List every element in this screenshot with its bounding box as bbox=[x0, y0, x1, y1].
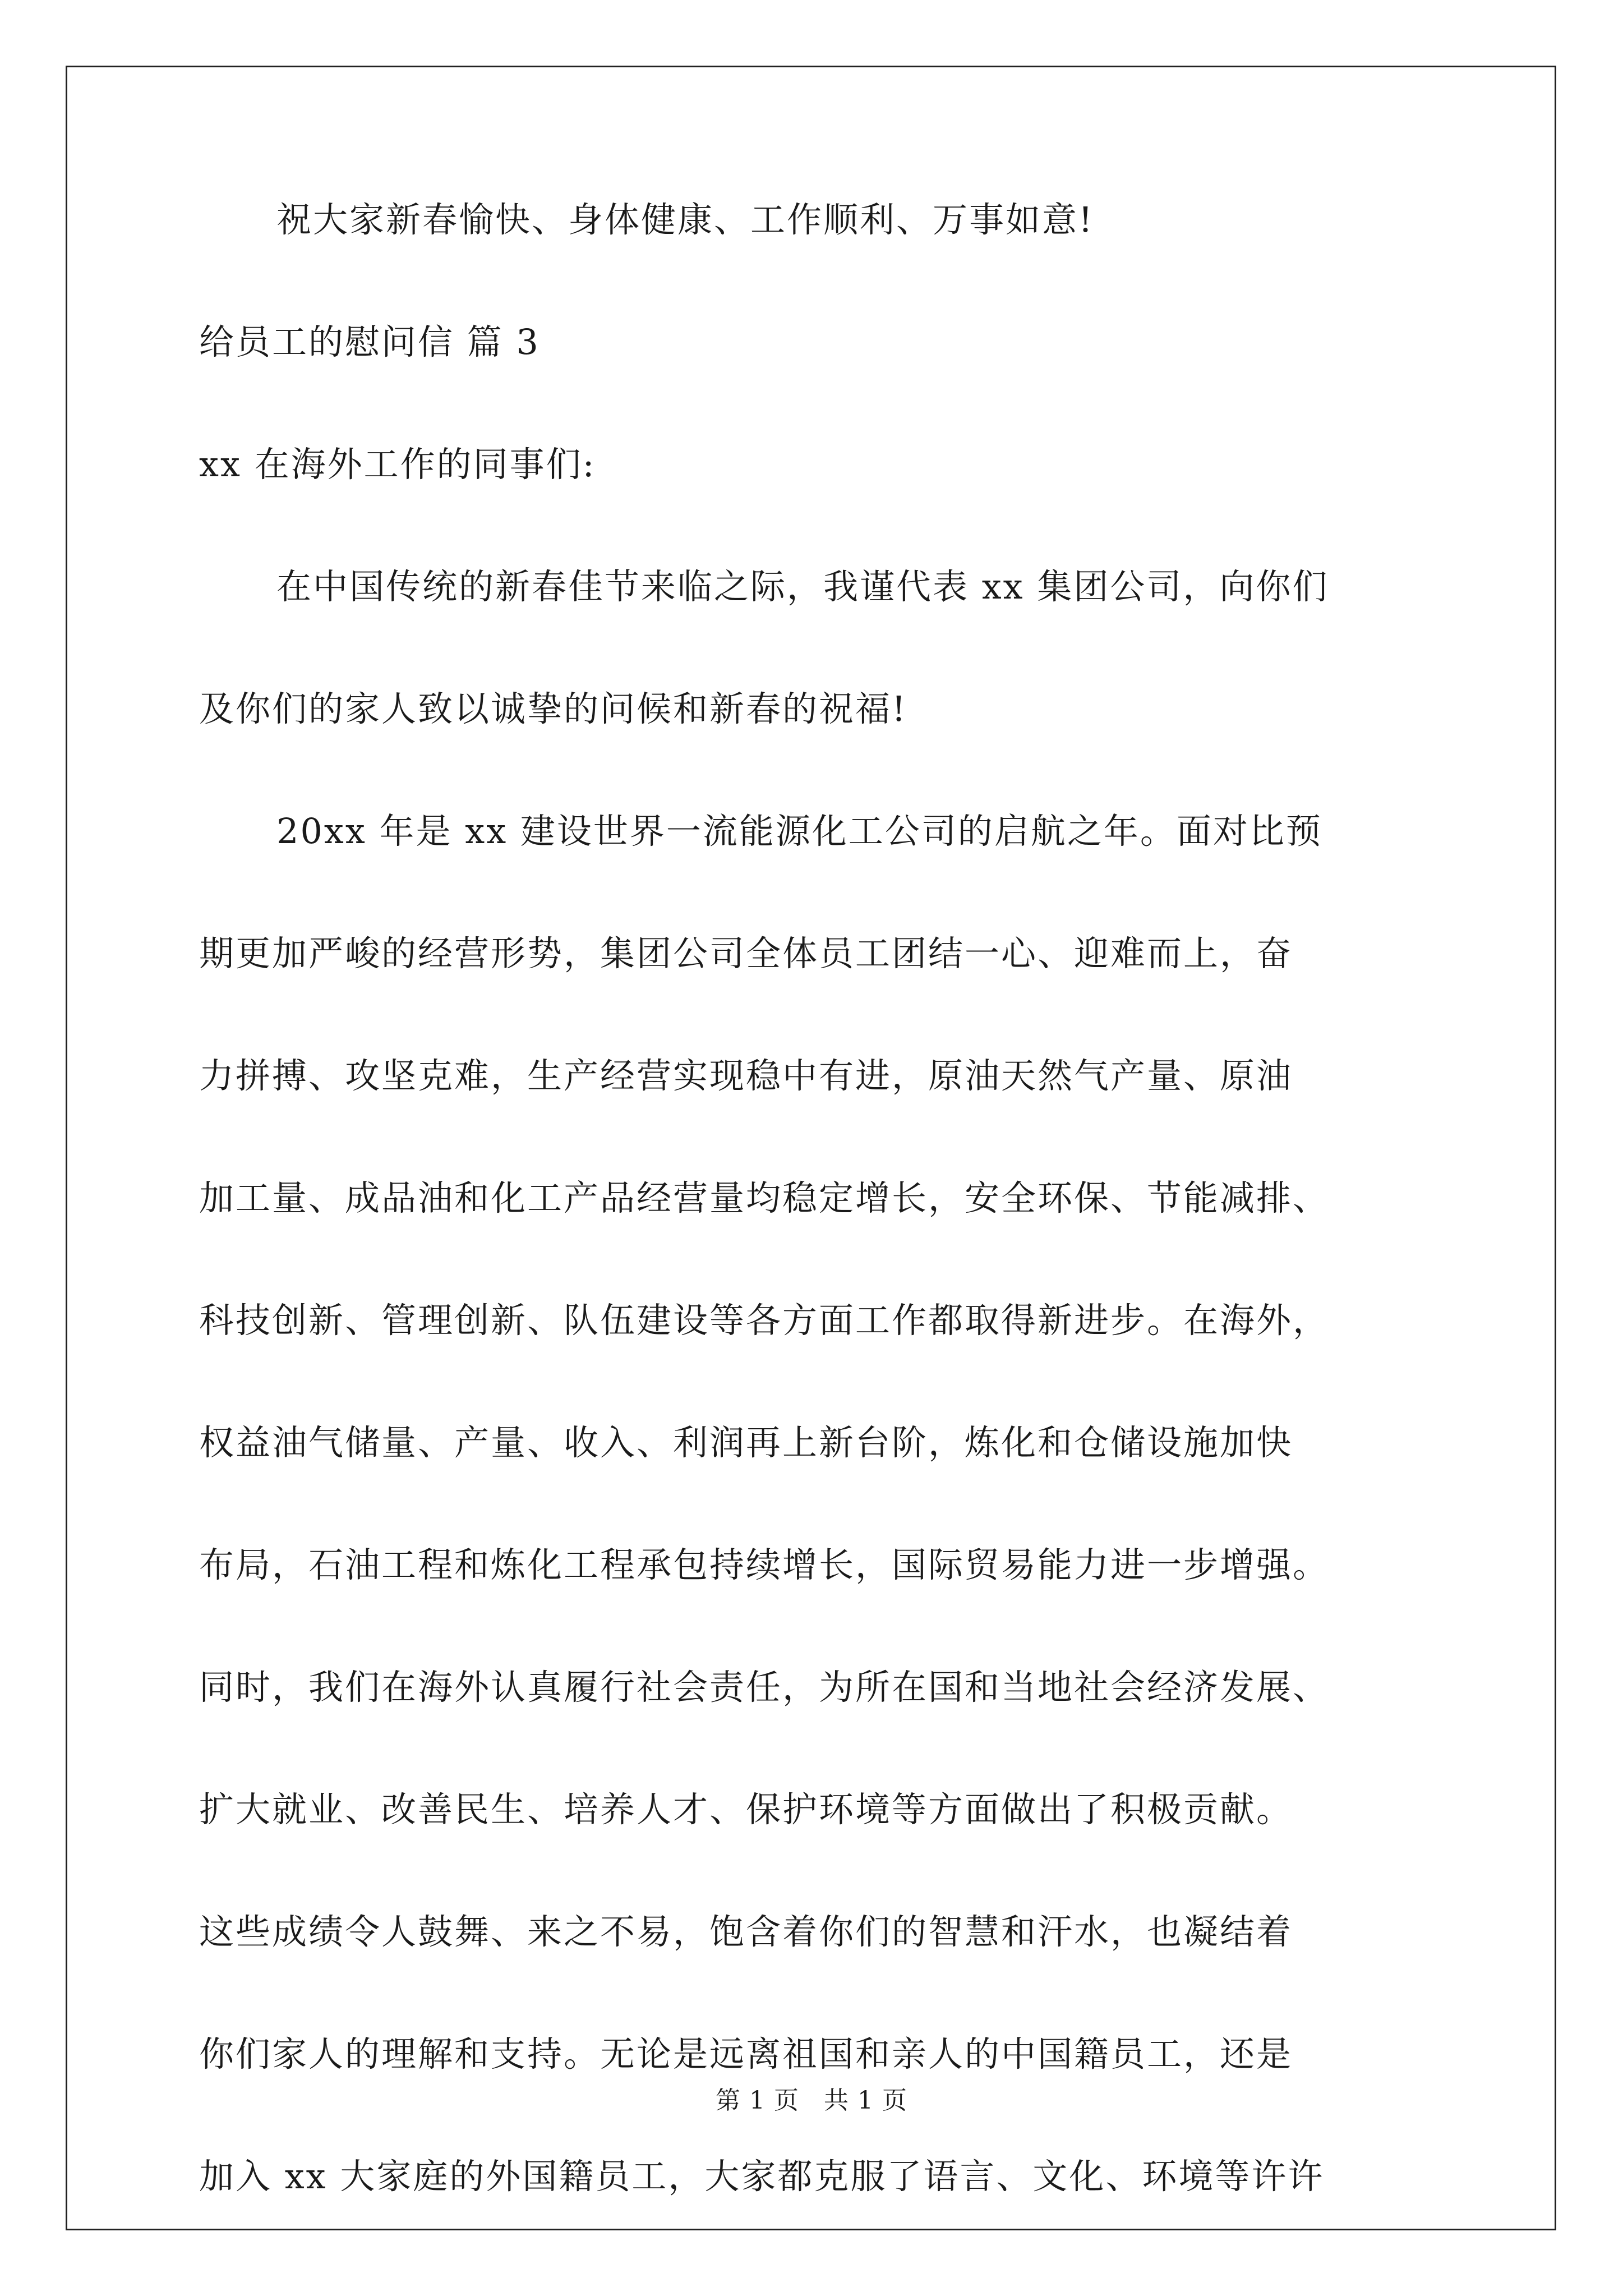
paragraph-line: 加工量、成品油和化工产品经营量均稳定增长，安全环保、节能减排、 bbox=[199, 1177, 1330, 1218]
salutation-line: xx 在海外工作的同事们: bbox=[199, 444, 596, 485]
paragraph-line: 加入 xx 大家庭的外国籍员工，大家都克服了语言、文化、环境等许许 bbox=[199, 2156, 1325, 2197]
paragraph-line: 同时，我们在海外认真履行社会责任，为所在国和当地社会经济发展、 bbox=[199, 1667, 1330, 1708]
paragraph-line: 科技创新、管理创新、队伍建设等各方面工作都取得新进步。在海外， bbox=[199, 1300, 1330, 1341]
page-number: 第 1 页 bbox=[716, 2086, 799, 2115]
closing-wish-line: 祝大家新春愉快、身体健康、工作顺利、万事如意! bbox=[276, 199, 1094, 240]
paragraph-line: 在中国传统的新春佳节来临之际，我谨代表 xx 集团公司，向你们 bbox=[276, 566, 1329, 607]
paragraph-line: 20xx 年是 xx 建设世界一流能源化工公司的启航之年。面对比预 bbox=[276, 811, 1322, 852]
document-body bbox=[199, 199, 1433, 2278]
paragraph-line: 扩大就业、改善民生、培养人才、保护环境等方面做出了积极贡献。 bbox=[199, 1789, 1293, 1830]
page-footer bbox=[0, 2087, 1623, 2115]
paragraph-line: 力拼搏、攻坚克难，生产经营实现稳中有进，原油天然气产量、原油 bbox=[199, 1055, 1293, 1096]
paragraph-line: 及你们的家人致以诚挚的问候和新春的祝福! bbox=[199, 688, 907, 729]
paragraph-line: 你们家人的理解和支持。无论是远离祖国和亲人的中国籍员工，还是 bbox=[199, 2033, 1293, 2074]
section-heading: 给员工的慰问信 篇 3 bbox=[199, 321, 540, 362]
paragraph-line: 期更加严峻的经营形势，集团公司全体员工团结一心、迎难而上，奋 bbox=[199, 933, 1293, 974]
paragraph-line: 布局，石油工程和炼化工程承包持续增长，国际贸易能力进一步增强。 bbox=[199, 1544, 1330, 1585]
page-total: 共 1 页 bbox=[824, 2086, 907, 2115]
paragraph-line: 权益油气储量、产量、收入、利润再上新台阶，炼化和仓储设施加快 bbox=[199, 1422, 1293, 1463]
paragraph-line: 这些成绩令人鼓舞、来之不易，饱含着你们的智慧和汗水，也凝结着 bbox=[199, 1911, 1293, 1952]
